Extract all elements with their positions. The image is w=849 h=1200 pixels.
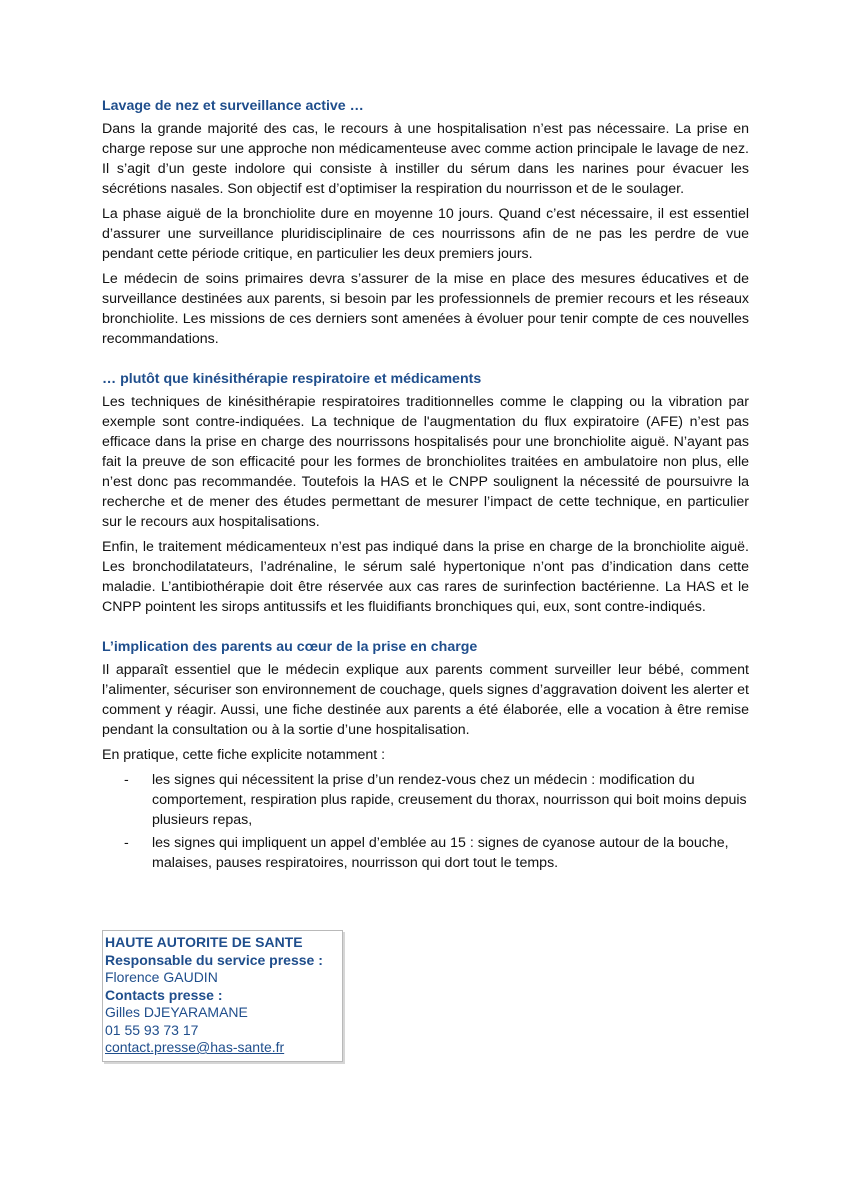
paragraph: Il apparaît essentiel que le médecin explique aux parents comment surveiller leur bébé, comment l’alimenter, sécuriser son environnement de couchage, quels signes d’aggravation doivent les alerter et comment y réagir. Aussi, une fiche destinée aux parents a été élaborée, elle a vocation à être remise pendant la consultation ou à la sortie d’une hospitalisation. [102,662,749,738]
paragraph: Enfin, le traitement médicamenteux n’est pas indiqué dans la prise en charge de la bronchiolite aiguë. Les bronchodilatateurs, l’adrénaline, le sérum salé hypertonique n’ont pas d’indication dans cette maladie. L’antibiothérapie doit être réservée aux cas rares de surinfection bactérienne. La HAS et le CNPP pointent les sirops antitussifs et les fluidifiants bronchiques qui, eux, sont contre-indiqués. [102,539,749,615]
article-body [102,96,749,893]
bullet-dash: - [124,835,129,851]
contact-email-link[interactable]: contact.presse@has-sante.fr [105,1039,285,1055]
paragraph: La phase aiguë de la bronchiolite dure en moyenne 10 jours. Quand c’est nécessaire, il est essentiel d’assurer une surveillance pluridisciplinaire de ces nourrissons afin de ne pas les perdre de vue pendant cette période critique, en particulier les deux premiers jours. [102,206,749,262]
list-item [102,770,749,830]
section-heading: Lavage de nez et surveillance active … [102,98,364,114]
press-contact-box [102,930,343,1062]
list-item [102,833,749,873]
signs-list [102,770,749,873]
paragraph: Le médecin de soins primaires devra s’assurer de la mise en place des mesures éducatives et de surveillance destinées aux parents, si besoin par les professionnels de premier recours et les réseaux bronchiolite. Les missions de ces derniers sont amenées à évoluer pour tenir compte de ces nouvelles recommandations. [102,271,749,347]
organization-name: HAUTE AUTORITE DE SANTE [105,934,303,950]
bullet-dash: - [124,772,129,788]
section-physiotherapy [102,369,749,617]
contact-phone: 01 55 93 73 17 [105,1021,199,1038]
paragraph: Les techniques de kinésithérapie respiratoires traditionnelles comme le clapping ou la vibration par exemple sont contre-indiquées. La technique de l'augmentation du flux expiratoire (AFE) n’est pas efficace dans la prise en charge des nourrissons hospitalisés pour une bronchiolite aiguë. N’ayant pas fait la preuve de son efficacité pour les formes de bronchiolites traitées en ambulatoire non plus, elle n’est donc pas recommandée. Toutefois la HAS et le CNPP soulignent la nécessité de poursuivre la recherche et de mener des études permettant de mesurer l’impact de cette technique, en particulier sur le recours aux hospitalisations. [102,394,749,530]
section-nasal-wash [102,96,749,349]
press-head-label: Responsable du service presse : [105,951,323,968]
section-heading: L’implication des parents au cœur de la prise en charge [102,639,478,655]
section-heading: … plutôt que kinésithérapie respiratoire et médicaments [102,371,482,387]
section-parents [102,637,749,873]
contact-name: Gilles DJEYARAMANE [105,1004,248,1020]
press-head-name: Florence GAUDIN [105,969,218,985]
list-item-text: les signes qui impliquent un appel d’emblée au 15 : signes de cyanose autour de la bouche, malaises, pauses respiratoires, nourrisson qui dort tout le temps. [152,835,729,871]
contacts-label: Contacts presse : [105,986,223,1003]
paragraph: En pratique, cette fiche explicite notamment : [102,747,386,763]
list-item-text: les signes qui nécessitent la prise d’un rendez-vous chez un médecin : modification du comportement, respiration plus rapide, creusement du thorax, nourrisson qui boit moins depuis plusieurs repas, [152,772,747,828]
paragraph: Dans la grande majorité des cas, le recours à une hospitalisation n’est pas nécessaire. La prise en charge repose sur une approche non médicamenteuse avec comme action principale le lavage de nez. Il s’agit d’un geste indolore qui consiste à instiller du sérum dans les narines pour évacuer les sécrétions nasales. Son objectif est d’optimiser la respiration du nourrisson et de le soulager. [102,121,749,197]
